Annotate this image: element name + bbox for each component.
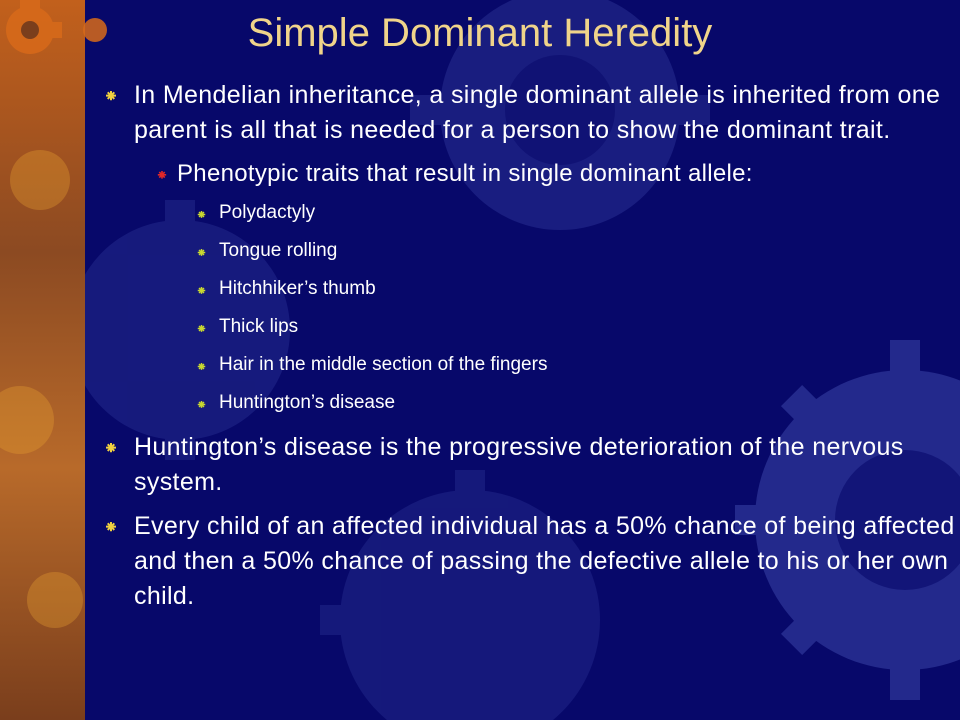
gear-bullet-icon bbox=[197, 211, 206, 220]
trait-text: Huntington’s disease bbox=[219, 392, 396, 413]
sub-bullet-text: Phenotypic traits that result in single dominant allele: bbox=[177, 160, 753, 187]
trait-text: Thick lips bbox=[219, 316, 299, 337]
gear-bullet-icon bbox=[197, 401, 206, 410]
bullet-text: In Mendelian inheritance, a single dominant allele is inherited from one parent is all that is needed for a person to show the dominant trait. bbox=[134, 81, 941, 144]
gear-bullet-icon bbox=[197, 363, 206, 372]
bullet-text: Every child of an affected individual has a 50% chance of being affected and then a 50% chance of passing the defective allele to his or her own child. bbox=[134, 512, 955, 610]
gear-bullet-icon bbox=[105, 443, 117, 455]
trait-item bbox=[193, 194, 955, 232]
gear-bullet-icon bbox=[105, 91, 117, 103]
trait-item bbox=[193, 308, 955, 346]
trait-item bbox=[193, 232, 955, 270]
gear-bullet-icon bbox=[197, 287, 206, 296]
sub-bullet-phenotypic-traits bbox=[142, 158, 955, 190]
bullet-huntingtons-disease bbox=[100, 430, 955, 500]
trait-item bbox=[193, 270, 955, 308]
gear-bullet-icon bbox=[197, 325, 206, 334]
gear-bullet-icon bbox=[157, 171, 167, 181]
gear-bullet-icon bbox=[197, 249, 206, 258]
slide-body bbox=[100, 78, 955, 614]
trait-text: Hitchhiker’s thumb bbox=[219, 278, 376, 299]
trait-text: Hair in the middle section of the fingers bbox=[219, 354, 548, 375]
bullet-inheritance-chance bbox=[100, 509, 955, 614]
trait-item bbox=[193, 384, 955, 422]
bullet-text: Huntington’s disease is the progressive deterioration of the nervous system. bbox=[134, 433, 904, 496]
trait-item bbox=[193, 346, 955, 384]
trait-text: Polydactyly bbox=[219, 202, 316, 223]
trait-text: Tongue rolling bbox=[219, 240, 338, 261]
slide-title: Simple Dominant Heredity bbox=[247, 11, 713, 55]
bullet-mendelian-inheritance bbox=[100, 78, 955, 148]
gear-bullet-icon bbox=[105, 522, 117, 534]
